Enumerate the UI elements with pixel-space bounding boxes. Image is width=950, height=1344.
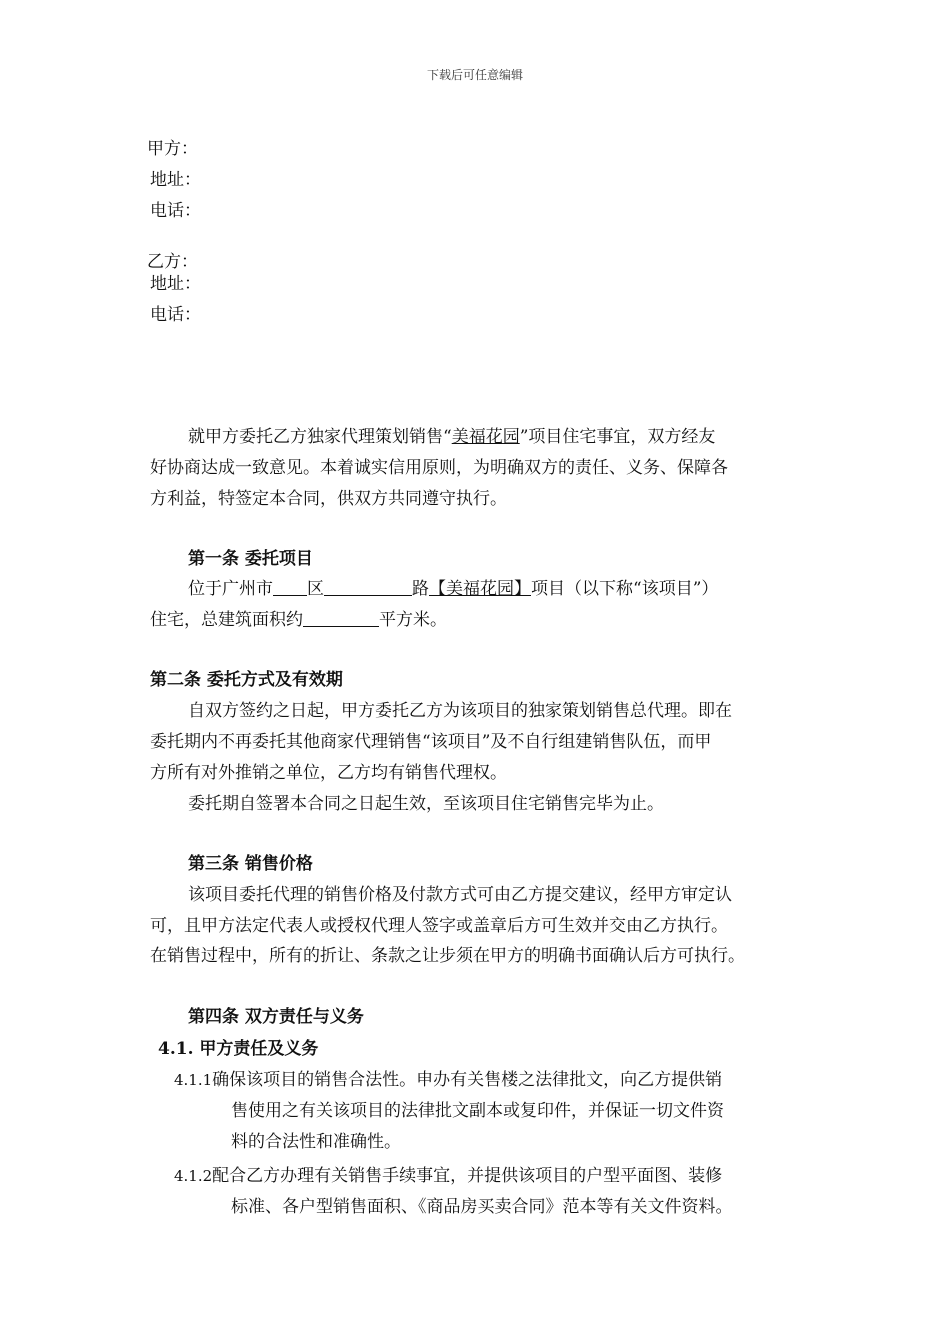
item-4-1-1-number: 4.1.1 [174,1071,213,1089]
article-3-title: 第三条 销售价格 [188,854,313,874]
article-1-title: 第一条 委托项目 [188,549,313,569]
article-4-title: 第四条 双方责任与义务 [188,1007,364,1027]
item-4-1-2-line-1: 4.1.2配合乙方办理有关销售手续事宜，并提供该项目的户型平面图、装修 [174,1166,723,1186]
article-3-line-3: 在销售过程中，所有的折让、条款之让步须在甲方的明确书面确认后方可执行。 [150,946,745,966]
road-blank [324,579,412,596]
article-3-line-1: 该项目委托代理的销售价格及付款方式可由乙方提交建议，经甲方审定认 [188,885,732,905]
party-b-address-label: 地址： [150,274,201,294]
article-2-line-2: 委托期内不再委托其他商家代理销售“该项目”及不自行组建销售队伍，而甲 [150,732,712,752]
party-a-phone-label: 电话： [150,201,201,221]
article-1-line-1: 位于广州市 区 路【美福花园】项目（以下称“该项目”） [188,579,719,599]
item-4-1-2-line-2: 标准、各户型销售面积、《商品房买卖合同》范本等有关文件资料。 [231,1197,733,1217]
intro-line-1: 就甲方委托乙方独家代理策划销售“美福花园”项目住宅事宜，双方经友 [188,427,716,447]
article-4-subsection-1: 4.1. 甲方责任及义务 [158,1039,319,1059]
party-b-label: 乙方： [147,252,198,272]
article-2-title: 第二条 委托方式及有效期 [150,670,343,690]
article-1-line-2: 住宅，总建筑面积约 平方米。 [150,610,447,630]
party-b-phone-label: 电话： [150,305,201,325]
party-a-label: 甲方： [147,139,198,159]
item-4-1-1-line-3: 料的合法性和准确性。 [231,1132,401,1152]
article-2-line-3: 方所有对外推销之单位，乙方均有销售代理权。 [150,763,507,783]
district-blank [273,579,307,596]
article-2-line-1: 自双方签约之日起，甲方委托乙方为该项目的独家策划销售总代理。即在 [188,701,732,721]
intro-line-3: 方利益，特签定本合同，供双方共同遵守执行。 [150,489,507,509]
article-2-line-4: 委托期自签署本合同之日起生效，至该项目住宅销售完毕为止。 [188,794,664,814]
item-4-1-2-number: 4.1.2 [174,1167,213,1185]
item-4-1-1-line-2: 售使用之有关该项目的法律批文副本或复印件，并保证一切文件资 [231,1101,724,1121]
party-a-address-label: 地址： [150,170,201,190]
item-4-1-1-line-1: 4.1.1确保该项目的销售合法性。申办有关售楼之法律批文，向乙方提供销 [174,1070,723,1090]
article-3-line-2: 可，且甲方法定代表人或授权代理人签字或盖章后方可生效并交由乙方执行。 [150,916,728,936]
intro-line-2: 好协商达成一致意见。本着诚实信用原则，为明确双方的责任、义务、保障各 [150,458,728,478]
area-blank [303,610,379,627]
project-name-bracketed: 【美福花园】 [429,579,531,599]
page-header: 下载后可任意编辑 [426,68,523,82]
project-name: 美福花园 [451,427,520,447]
